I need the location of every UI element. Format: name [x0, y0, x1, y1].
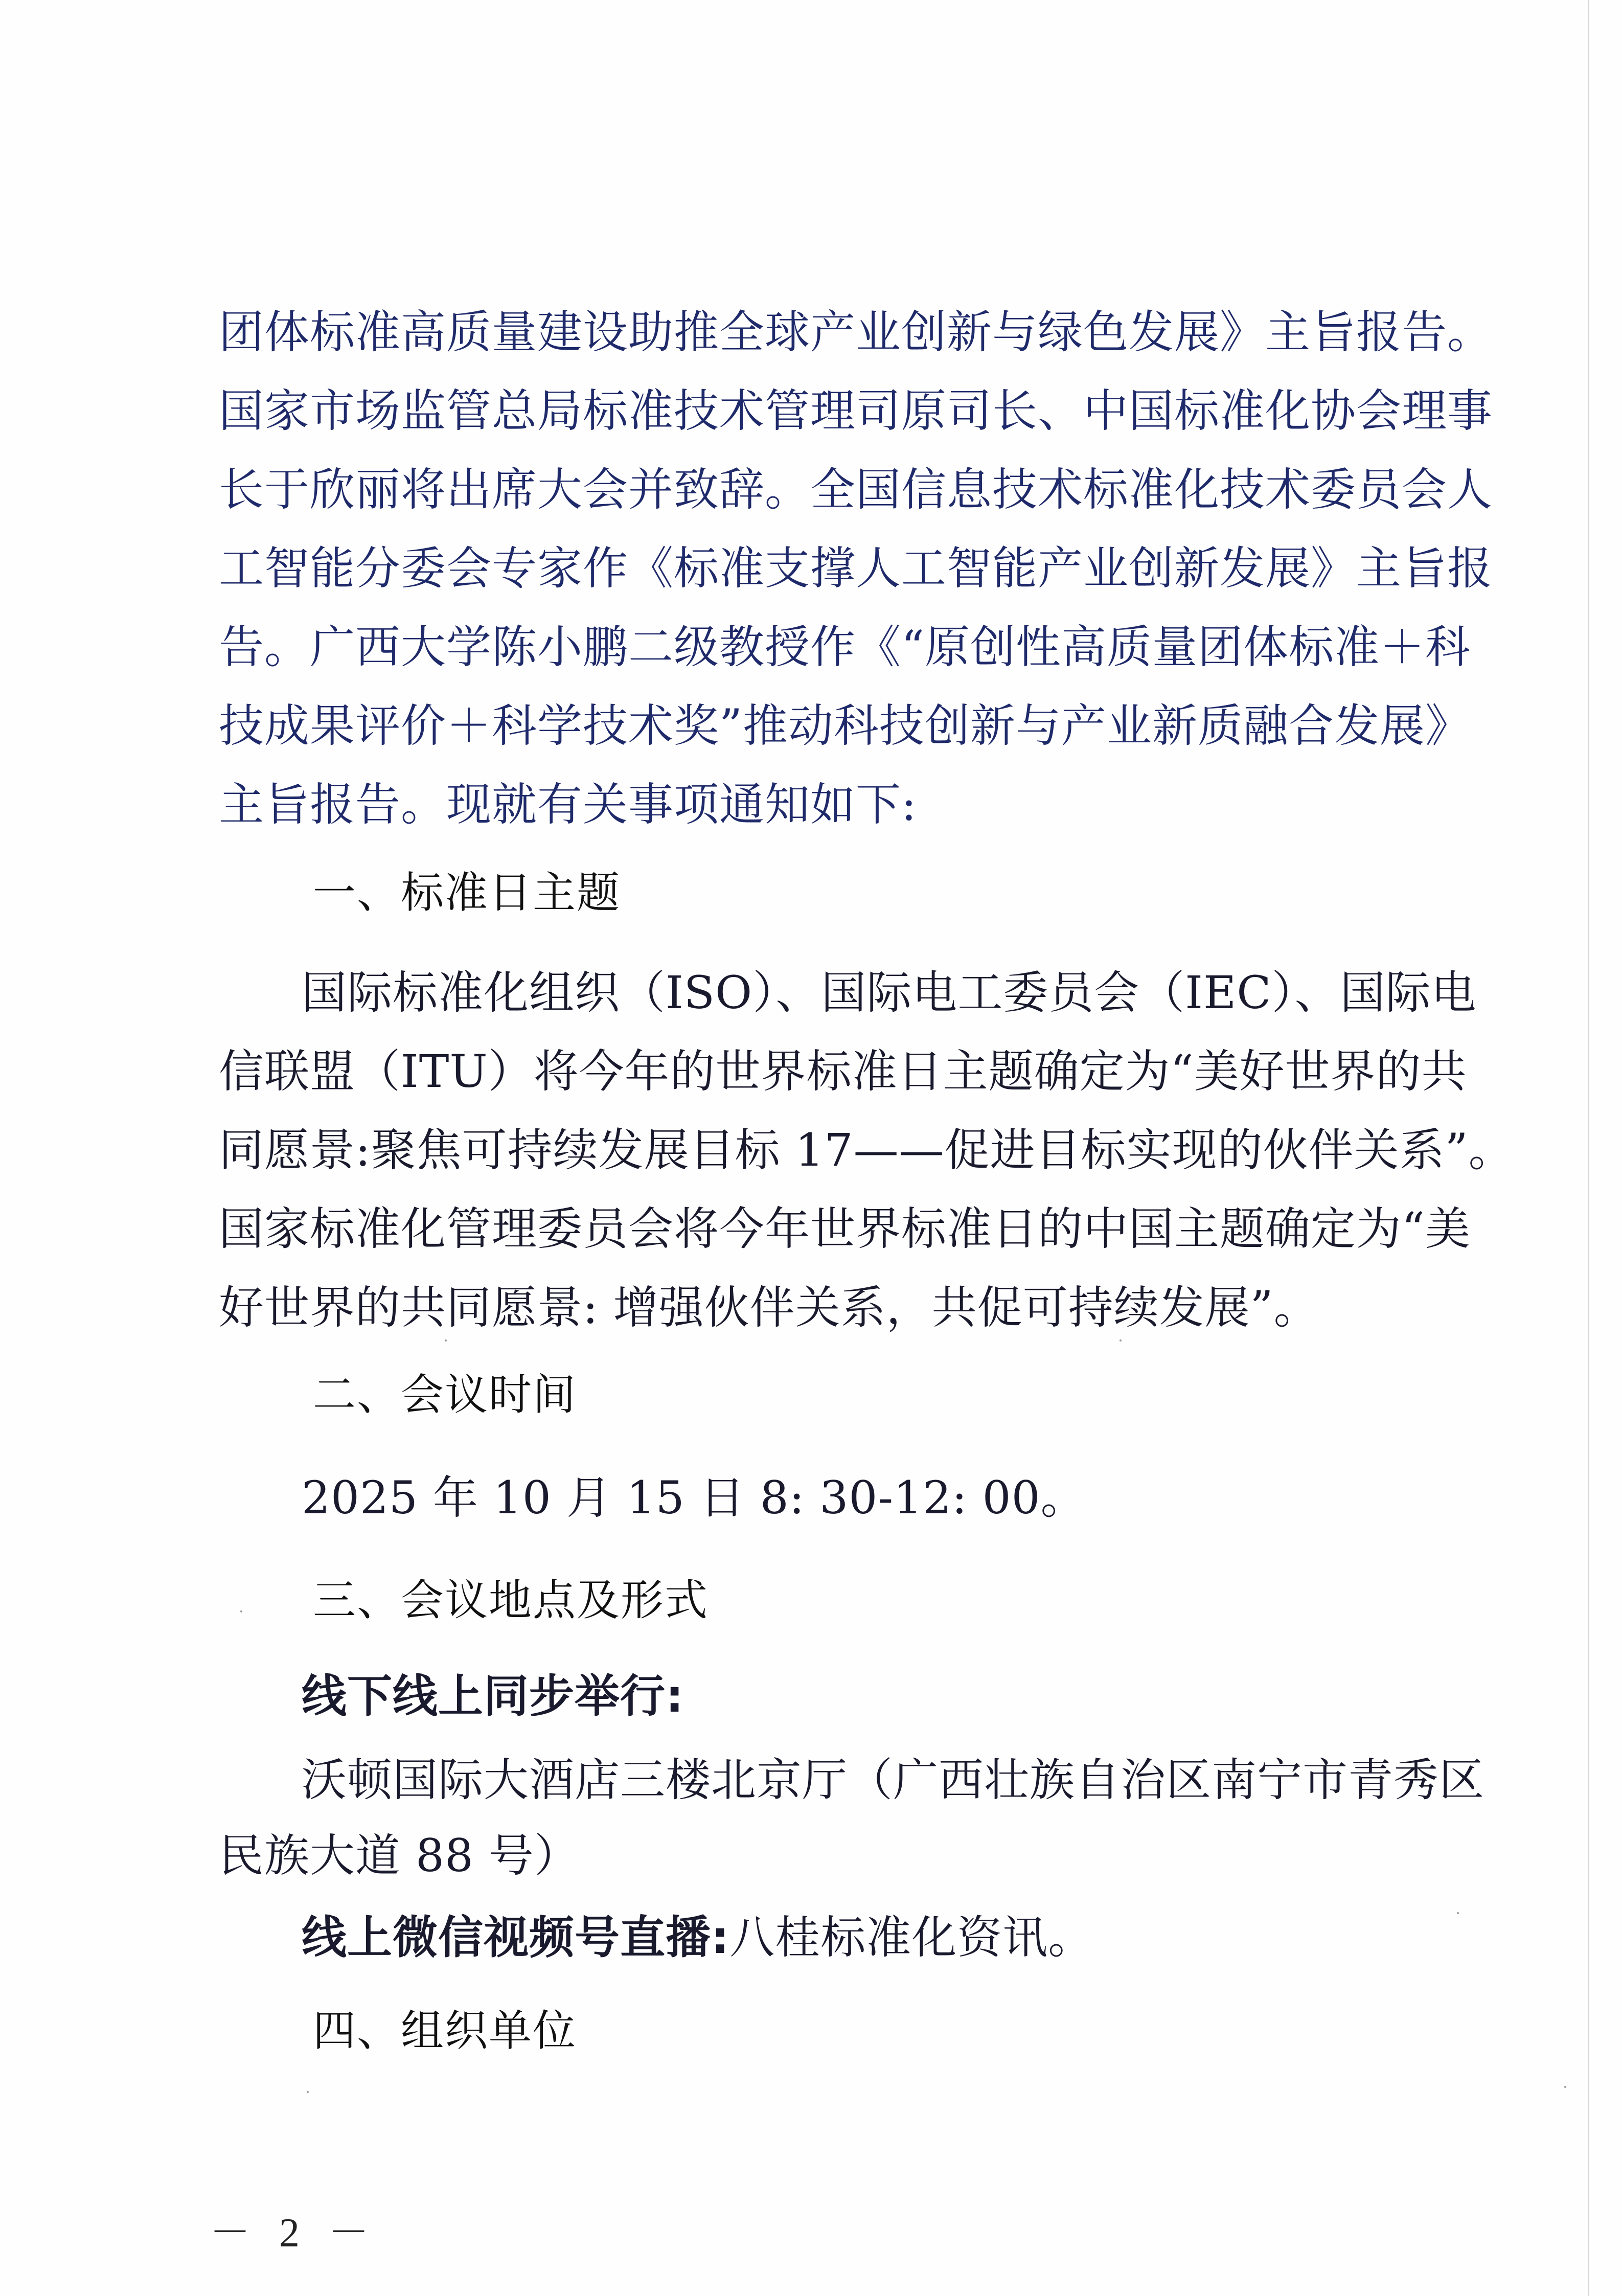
- online-broadcast: [302, 1912, 1093, 1963]
- section-2-heading: 二、会议时间: [313, 1370, 577, 1420]
- intro-line-7: 主旨报告。现就有关事项通知如下:: [219, 778, 917, 831]
- scan-speck: [1564, 2086, 1566, 2088]
- section-1-heading: 一、标准日主题: [313, 868, 621, 918]
- venue-line-1: 沃顿国际大酒店三楼北京厅（广西壮族自治区南宁市青秀区: [302, 1754, 1485, 1806]
- page-number: － 2 －: [210, 2211, 378, 2256]
- scan-speck: [1120, 1339, 1122, 1342]
- section-3-heading: 三、会议地点及形式: [313, 1575, 709, 1625]
- scan-speck: [307, 2091, 309, 2093]
- section-1-line-4: 国家标准化管理委员会将今年世界标准日的中国主题确定为“美: [219, 1202, 1471, 1255]
- scan-speck: [1457, 1912, 1459, 1914]
- section-1-line-3: 同愿景:聚焦可持续发展目标 17——促进目标实现的伙伴关系”。: [219, 1124, 1514, 1176]
- venue-line-2: 民族大道 88 号）: [219, 1829, 580, 1882]
- online-value: 八桂标准化资讯。: [729, 1911, 1094, 1964]
- scan-speck: [240, 1610, 242, 1612]
- section-4-heading: 四、组织单位: [313, 2006, 577, 2056]
- meeting-format: 线下线上同步举行:: [302, 1670, 684, 1722]
- section-1-line-1: 国际标准化组织（ISO）、国际电工委员会（IEC）、国际电: [302, 966, 1477, 1019]
- intro-line-3: 长于欣丽将出席大会并致辞。全国信息技术标准化技术委员会人: [219, 463, 1493, 516]
- scan-edge-line: [1588, 0, 1589, 2296]
- intro-line-2: 国家市场监管总局标准技术管理司原司长、中国标准化协会理事: [219, 384, 1493, 437]
- meeting-time: 2025 年 10 月 15 日 8: 30-12: 00。: [302, 1471, 1086, 1524]
- online-label: 线上微信视频号直播:: [302, 1911, 730, 1964]
- scan-speck: [445, 1339, 447, 1342]
- section-1-line-5: 好世界的共同愿景: 增强伙伴关系，共促可持续发展”。: [219, 1281, 1319, 1334]
- section-1-line-2: 信联盟（ITU）将今年的世界标准日主题确定为“美好世界的共: [219, 1045, 1467, 1098]
- intro-line-4: 工智能分委会专家作《标准支撑人工智能产业创新发展》主旨报: [219, 542, 1493, 595]
- intro-line-6: 技成果评价＋科学技术奖”推动科技创新与产业新质融合发展》: [219, 699, 1471, 752]
- intro-line-1: 团体标准高质量建设助推全球产业创新与绿色发展》主旨报告。: [219, 306, 1493, 358]
- intro-line-5: 告。广西大学陈小鹏二级教授作《“原创性高质量团体标准＋科: [219, 621, 1471, 673]
